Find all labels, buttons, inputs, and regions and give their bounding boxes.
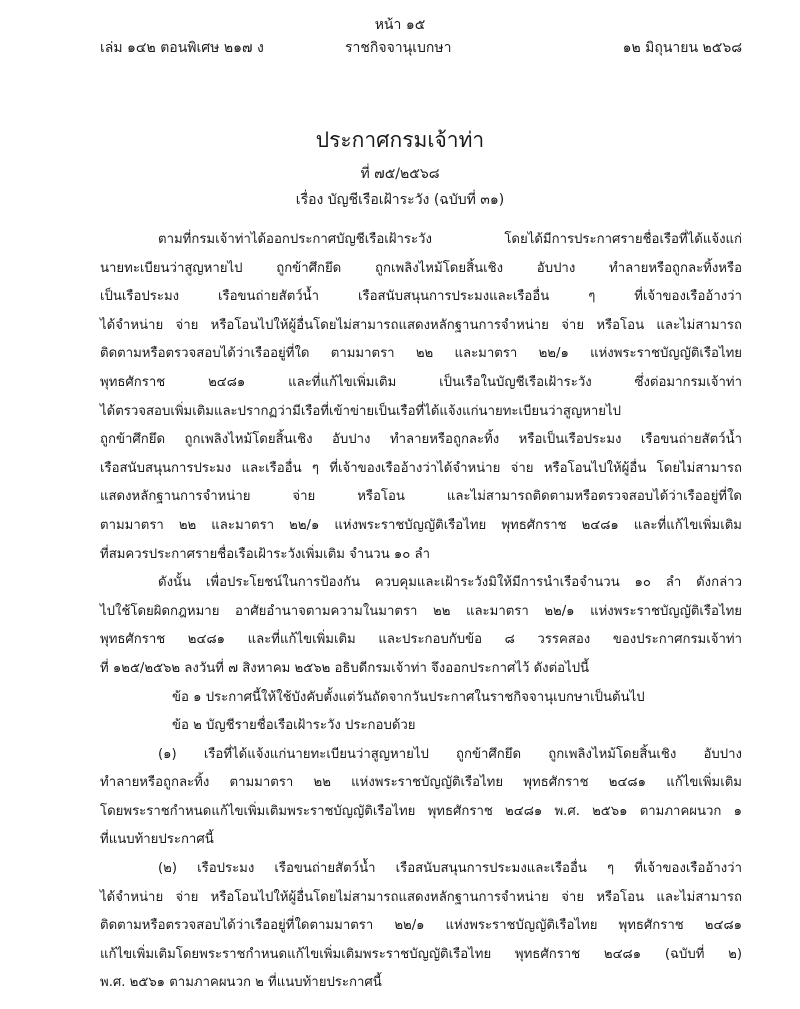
volume-issue: เล่ม ๑๔๒ ตอนพิเศษ ๒๑๗ ง (100, 40, 264, 56)
clause-1: ข้อ ๑ ประกาศนี้ให้ใช้บังคับตั้งแต่วันถัดจากวันประกาศในราชกิจจานุเบกษาเป็นต้นไป (172, 689, 645, 705)
item-1-line: โดยพระราชกำหนดแก้ไขเพิ่มเติมพระราชบัญญัติเรือไทย พุทธศักราช ๒๔๘๑ พ.ศ. ๒๕๖๑ ตามภาคผนวก ๑ (100, 803, 742, 819)
body-line: เป็นเรือประมง เรือขนถ่ายสัตว์น้ำ เรือสนับสนุนการประมงและเรืออื่น ๆ ที่เจ้าของเรืออ้างว่า (100, 289, 742, 305)
document-title: ประกาศกรมเจ้าท่า (315, 128, 485, 152)
item-2-line: แก้ไขเพิ่มเติมโดยพระราชกำหนดแก้ไขเพิ่มเติมพระราชบัญญัติเรือไทย พุทธศักราช ๒๔๘๑ (ฉบับที่ ๒) (100, 946, 742, 962)
item-2-line: ติดตามหรือตรวจสอบได้ว่าเรืออยู่ที่ใดตามมาตรา ๒๒/๑ แห่งพระราชบัญญัติเรือไทย พุทธศักราช ๒๔๘๑ (100, 918, 742, 934)
gazette-name: ราชกิจจานุเบกษา (345, 40, 452, 56)
body-line: ตามมาตรา ๒๒ และมาตรา ๒๒/๑ แห่งพระราชบัญญัติเรือไทย พุทธศักราช ๒๔๘๑ และที่แก้ไขเพิ่มเติม (100, 517, 742, 533)
page-number: หน้า ๑๕ (374, 17, 426, 33)
item-2-line: ได้จำหน่าย จ่าย หรือโอนไปให้ผู้อื่นโดยไม่สามารถแสดงหลักฐานการจำหน่าย จ่าย หรือโอน และไม่สามารถ (100, 889, 742, 905)
body-line: ที่สมควรประกาศรายชื่อเรือเฝ้าระวังเพิ่มเติม จำนวน ๑๐ ลำ (100, 546, 430, 562)
body-line: ติดตามหรือตรวจสอบได้ว่าเรืออยู่ที่ใด ตามมาตรา ๒๒ และมาตรา ๒๒/๑ แห่งพระราชบัญญัติเรือไทย (100, 346, 742, 362)
item-1-line: ที่แนบท้ายประกาศนี้ (100, 832, 214, 848)
body-line: ได้จำหน่าย จ่าย หรือโอนไปให้ผู้อื่นโดยไม่สามารถแสดงหลักฐานการจำหน่าย จ่าย หรือโอน และไม่สามารถ (100, 317, 742, 333)
item-2-line: (๒) เรือประมง เรือขนถ่ายสัตว์น้ำ เรือสนับสนุนการประมงและเรืออื่น ๆ ที่เจ้าของเรืออ้างว่า (158, 861, 742, 877)
body-line: แสดงหลักฐานการจำหน่าย จ่าย หรือโอน และไม่สามารถติดตามหรือตรวจสอบได้ว่าเรืออยู่ที่ใด (100, 489, 742, 505)
item-1-line: (๑) เรือที่ได้แจ้งแก่นายทะเบียนว่าสูญหายไป ถูกข้าศึกยึด ถูกเพลิงไหม้โดยสิ้นเชิง อับปาง (158, 746, 742, 762)
body-line: ไปใช้โดยผิดกฎหมาย อาศัยอำนาจตามความในมาตรา ๒๒ และมาตรา ๒๒/๑ แห่งพระราชบัญญัติเรือไทย (100, 603, 742, 619)
document-body (100, 226, 742, 998)
body-line: เรือสนับสนุนการประมง และเรืออื่น ๆ ที่เจ้าของเรืออ้างว่าได้จำหน่าย จ่าย หรือโอนไปให้ผู้อื่น โดยไม่สามารถ (100, 460, 742, 476)
body-line: นายทะเบียนว่าสูญหายไป ถูกข้าศึกยึด ถูกเพลิงไหม้โดยสิ้นเชิง อับปาง ทำลายหรือถูกละทิ้งหรือ (100, 260, 742, 276)
document-subject: เรื่อง บัญชีเรือเฝ้าระวัง (ฉบับที่ ๓๑) (295, 192, 505, 208)
body-line: ตามที่กรมเจ้าท่าได้ออกประกาศบัญชีเรือเฝ้าระวัง โดยได้มีการประกาศรายชื่อเรือที่ได้แจ้งแก่ (158, 232, 742, 247)
clause-2: ข้อ ๒ บัญชีรายชื่อเรือเฝ้าระวัง ประกอบด้วย (172, 718, 416, 734)
publication-date: ๑๒ มิถุนายน ๒๕๖๘ (622, 40, 742, 56)
body-line: ดังนั้น เพื่อประโยชน์ในการป้องกัน ควบคุมและเฝ้าระวังมิให้มีการนำเรือจำนวน ๑๐ ลำ ดังกล่าว (158, 575, 742, 591)
body-line: พุทธศักราช ๒๔๘๑ และที่แก้ไขเพิ่มเติม และประกอบกับข้อ ๘ วรรคสอง ของประกาศกรมเจ้าท่า (100, 632, 742, 648)
body-line: พุทธศักราช ๒๔๘๑ และที่แก้ไขเพิ่มเติม เป็นเรือในบัญชีเรือเฝ้าระวัง ซึ่งต่อมากรมเจ้าท่า (100, 374, 742, 390)
document-number: ที่ ๗๕/๒๕๖๘ (360, 166, 440, 182)
body-line: ได้ตรวจสอบเพิ่มเติมและปรากฏว่ามีเรือที่เข้าข่ายเป็นเรือที่ได้แจ้งแก่นายทะเบียนว่าสูญหายไป (100, 403, 622, 419)
body-line: ที่ ๑๒๕/๒๕๖๒ ลงวันที่ ๗ สิงหาคม ๒๕๖๒ อธิบดีกรมเจ้าท่า จึงออกประกาศไว้ ดังต่อไปนี้ (100, 660, 590, 676)
item-2-line: พ.ศ. ๒๕๖๑ ตามภาคผนวก ๒ ที่แนบท้ายประกาศนี้ (100, 975, 382, 991)
item-1-line: ทำลายหรือถูกละทิ้ง ตามมาตรา ๒๒ แห่งพระราชบัญญัติเรือไทย พุทธศักราช ๒๔๘๑ แก้ไขเพิ่มเติม (100, 775, 742, 791)
body-line: ถูกข้าศึกยึด ถูกเพลิงไหม้โดยสิ้นเชิง อับปาง ทำลายหรือถูกละทิ้ง หรือเป็นเรือประมง เรือขนถ่ายสัตว์น้ำ (100, 432, 742, 448)
